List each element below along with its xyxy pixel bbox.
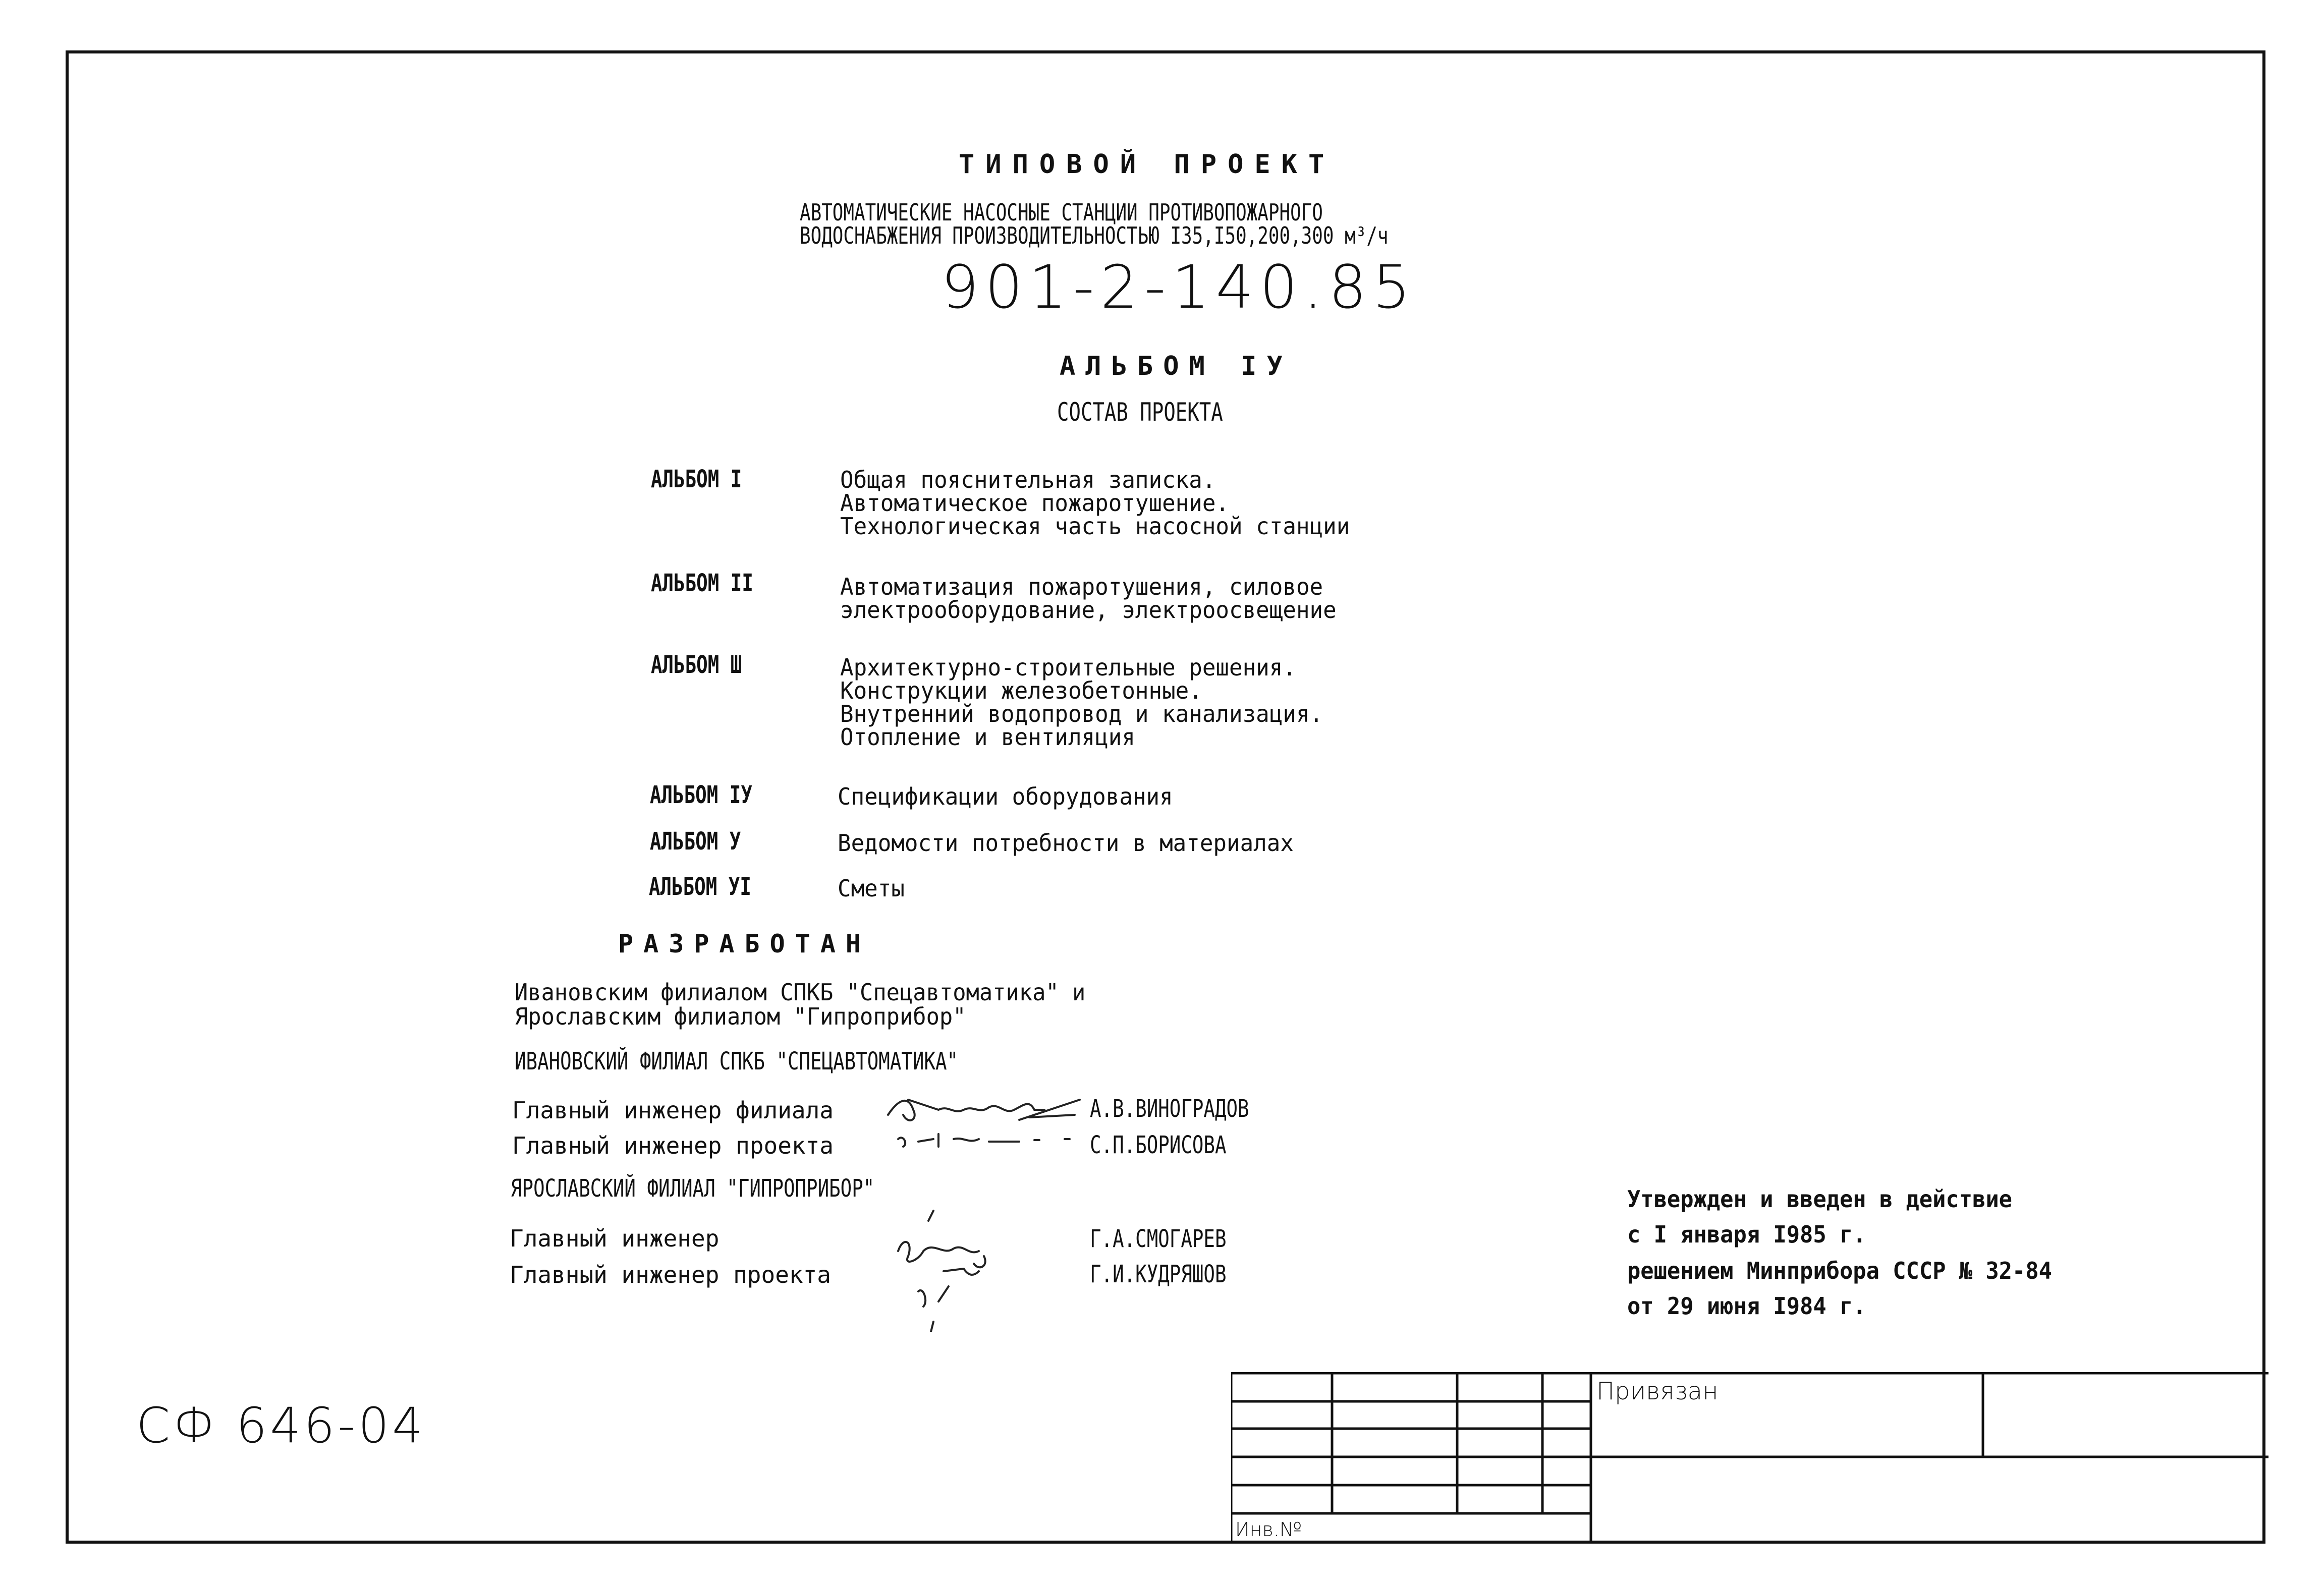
album-key: АЛЬБОМ УI: [649, 873, 751, 901]
developers-intro-line-2: Ярославским филиалом "Гипроприбор": [515, 1003, 966, 1030]
approval-line-4: от 29 июня I984 г.: [1627, 1292, 1866, 1320]
album-row: [650, 827, 766, 856]
album-key: АЛЬБОМ IУ: [650, 781, 752, 809]
album-key: АЛЬБОМ Ш: [651, 651, 742, 679]
developers-intro-line-1: Ивановским филиалом СПКБ "Спецавтоматика" и: [515, 979, 1086, 1006]
title-line-2: ВОДОСНАБЖЕНИЯ ПРОИЗВОДИТЕЛЬНОСТЬЮ I35,I50,200,300 м³/ч: [800, 222, 1389, 249]
album-description: Общая пояснительная записка. Автоматическое пожаротушение. Технологическая часть насосной станции: [840, 466, 1350, 540]
branch-1-name: ИВАНОВСКИЙ ФИЛИАЛ СПКБ "СПЕЦАВТОМАТИКА": [515, 1047, 959, 1075]
album-row: [650, 781, 781, 809]
album-description: Ведомости потребности в материалах: [838, 829, 1294, 857]
composition-title: СОСТАВ ПРОЕКТА: [1057, 398, 1223, 427]
inventory-number-label: Инв.№: [1235, 1518, 1302, 1541]
album-label: АЛЬБОМ IУ: [1060, 351, 1293, 381]
role-label: Главный инженер проекта: [512, 1132, 834, 1159]
sheet-code: СФ 646-04: [136, 1397, 426, 1454]
album-row: [651, 651, 767, 679]
title-block: [1231, 1372, 2268, 1544]
album-key: АЛЬБОМ I: [651, 465, 742, 493]
signature-borisova: [888, 1124, 1080, 1154]
person-name: С.П.БОРИСОВА: [1090, 1131, 1227, 1159]
role-label: Главный инженер: [510, 1225, 720, 1252]
person-name: А.В.ВИНОГРАДОВ: [1090, 1095, 1249, 1123]
document-kicker: ТИПОВОЙ ПРОЕКТ: [959, 149, 1336, 180]
person-name: Г.А.СМОГАРЕВ: [1090, 1225, 1227, 1253]
album-row: [649, 873, 780, 901]
project-code: 901-2-140.85: [941, 252, 1417, 322]
album-row: [651, 569, 782, 597]
role-label: Главный инженер филиала: [512, 1097, 834, 1124]
album-description: Спецификации оборудования: [838, 783, 1173, 810]
developers-heading: РАЗРАБОТАН: [618, 929, 871, 958]
album-description: Архитектурно-строительные решения. Конструкции железобетонные. Внутренний водопровод и канализация. Отопление и вентиляция: [840, 654, 1323, 751]
signature-smogarev-kudryashov: [868, 1201, 1019, 1332]
album-description: Автоматизация пожаротушения, силовое электрооборудование, электроосвещение: [840, 573, 1337, 624]
person-name: Г.И.КУДРЯШОВ: [1090, 1260, 1227, 1288]
album-key: АЛЬБОМ II: [651, 569, 753, 597]
approval-line-2: с I января I985 г.: [1627, 1221, 1866, 1248]
album-key: АЛЬБОМ У: [650, 827, 741, 856]
branch-2-name: ЯРОСЛАВСКИЙ ФИЛИАЛ "ГИПРОПРИБОР": [511, 1174, 875, 1203]
title-line-1: АВТОМАТИЧЕСКИЕ НАСОСНЫЕ СТАНЦИИ ПРОТИВОПОЖАРНОГО: [800, 199, 1323, 226]
approval-line-3: решением Минприбора СССР № 32-84: [1627, 1257, 2052, 1284]
album-row: [651, 465, 767, 493]
role-label: Главный инженер проекта: [510, 1261, 831, 1288]
approval-line-1: Утвержден и введен в действие: [1627, 1185, 2012, 1213]
album-description: Сметы: [838, 875, 905, 902]
bound-label: Привязан: [1596, 1377, 1719, 1405]
